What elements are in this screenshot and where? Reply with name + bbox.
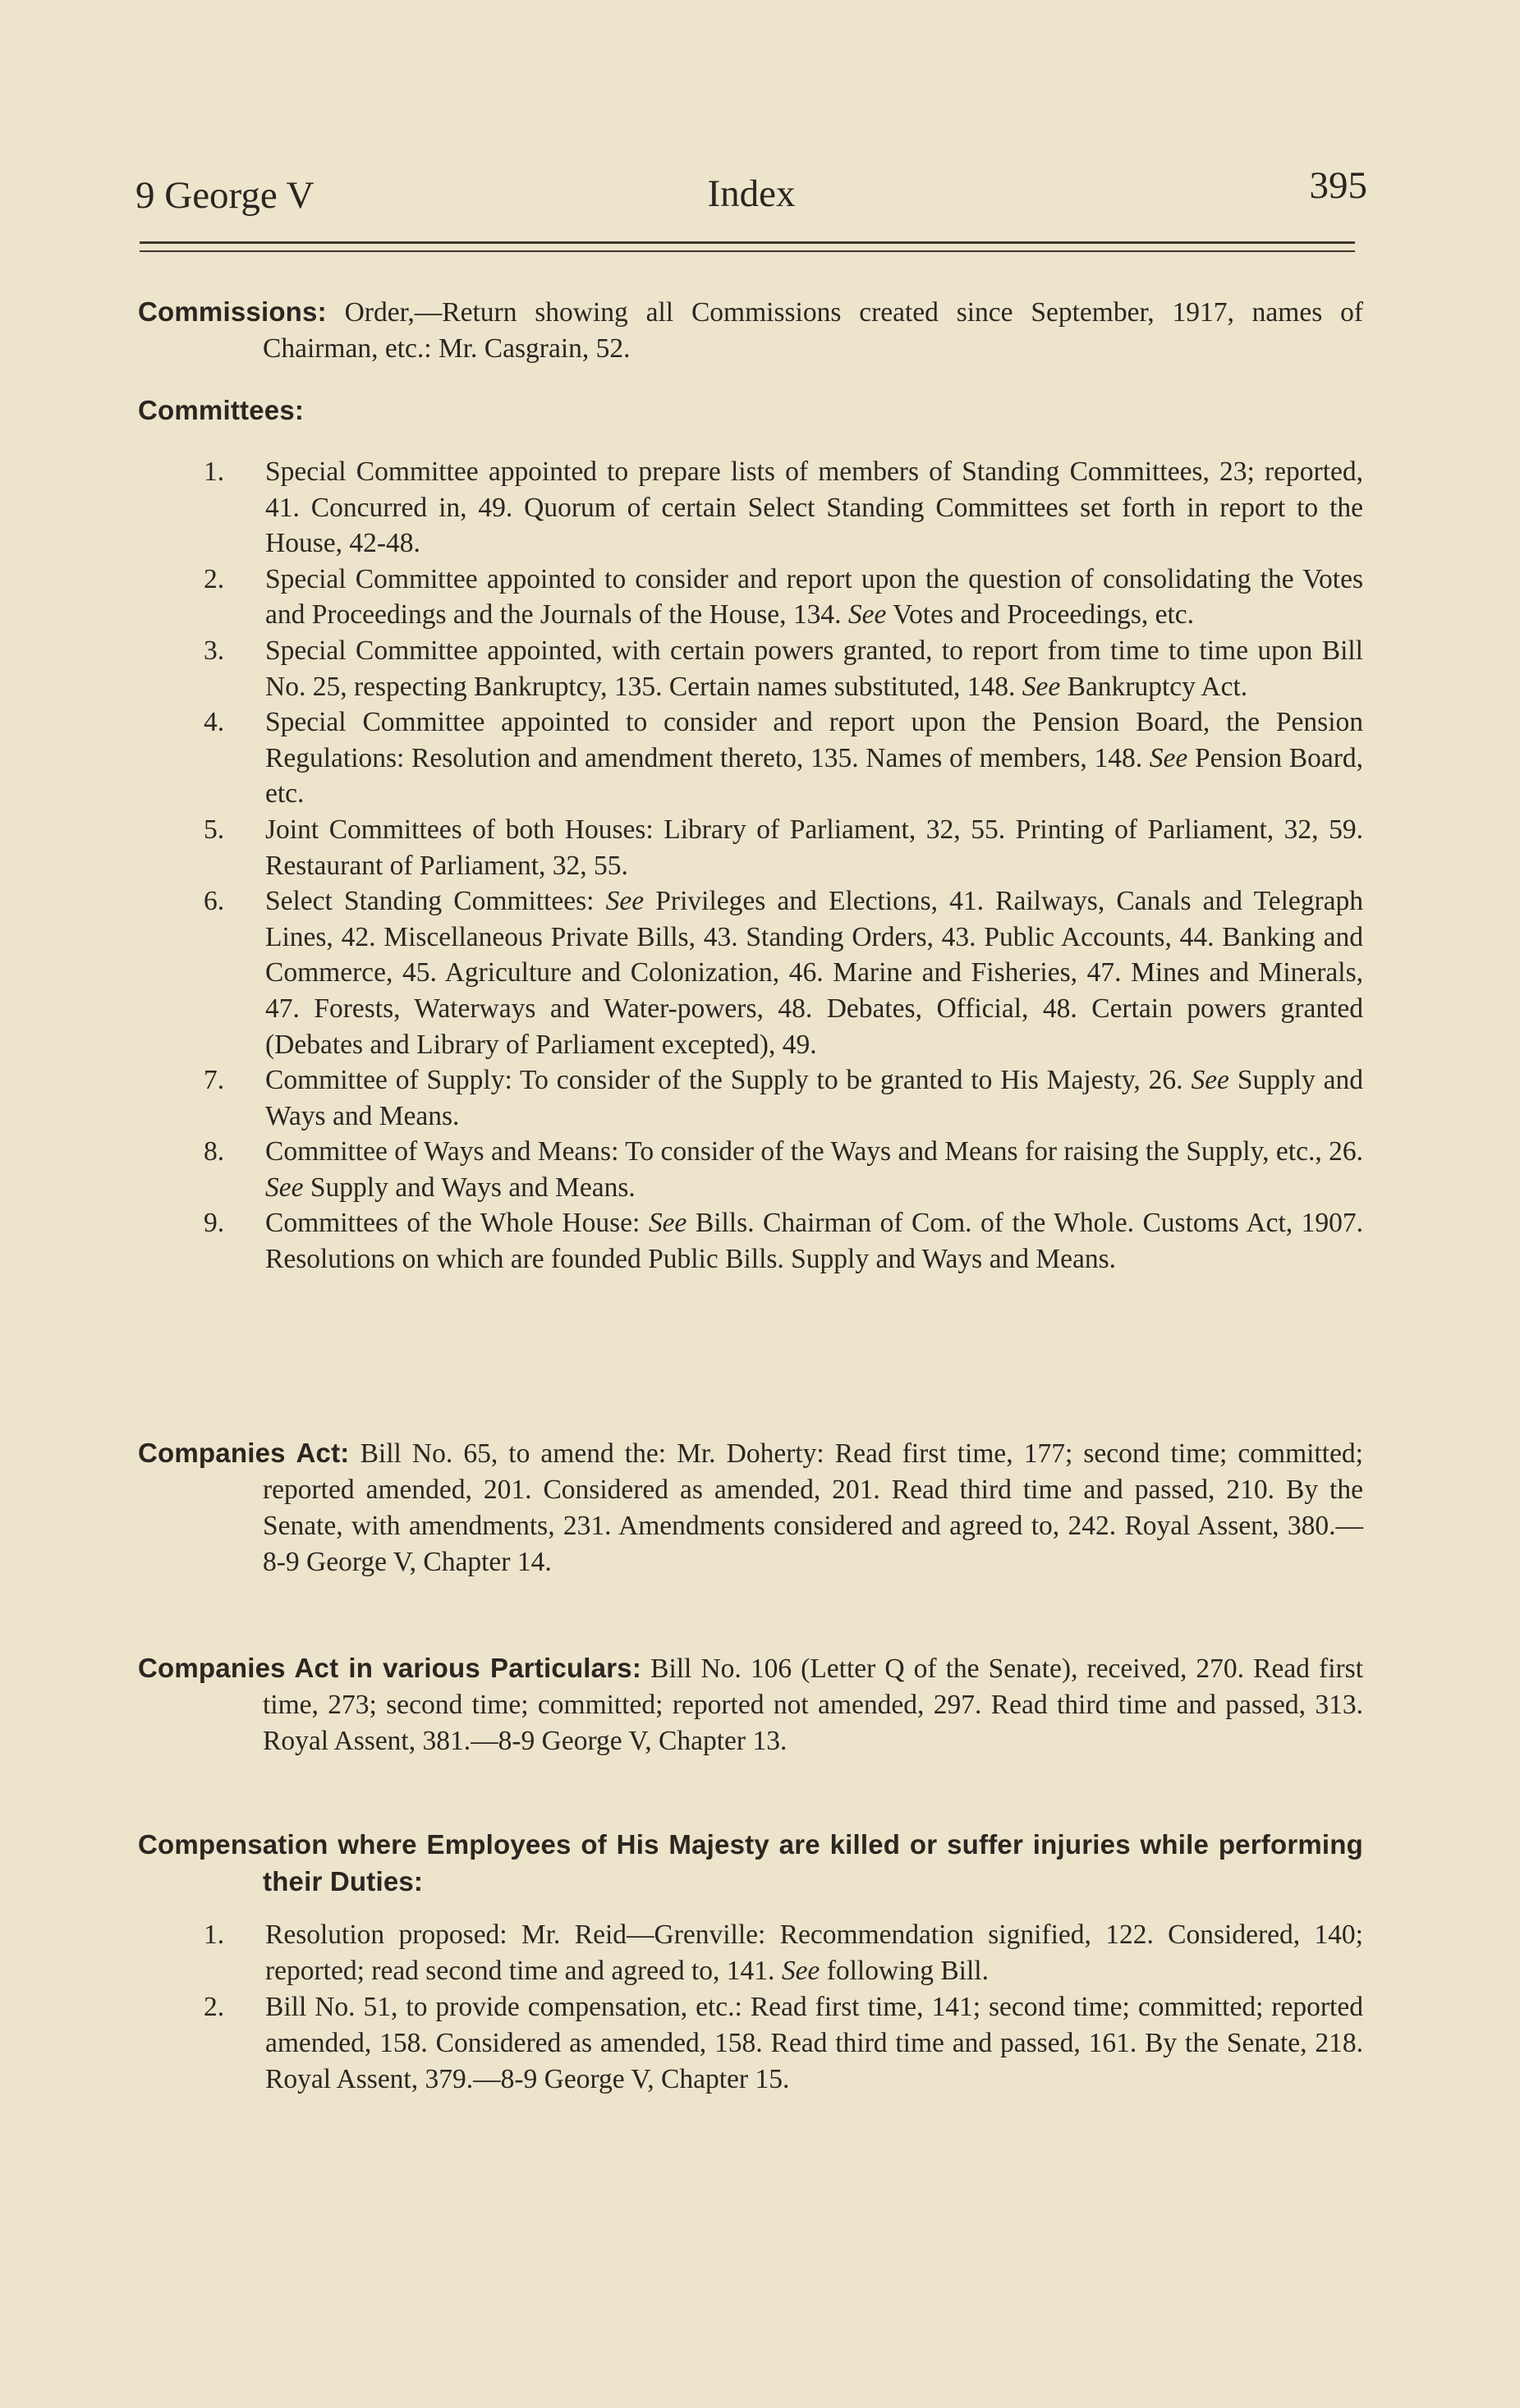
see-reference: See [847,599,887,631]
see-target: Pension Board, etc. [265,742,1363,810]
see-target: following Bill. [826,1956,989,1986]
compensation-items [138,1917,1363,2098]
item-text: Special Committee appointed to consider and report upon the question of consolidating the Votes and Proceedings and the Journals of the House, 134. [265,563,1363,631]
item-text: Committee of Supply: To consider of the Supply to be granted to His Majesty, 26. [265,1065,1183,1096]
item-number: 4. [204,707,225,738]
item-text: Joint Committees of both Houses: Library of Parliament, 32, 55. Printing of Parliament, 32, 59. Restaurant of Parliament, 32, 55. [265,814,1363,881]
list-item [138,1062,1363,1134]
item-number: 6. [204,886,225,917]
list-item [138,454,1363,562]
item-text: Committee of Ways and Means: To consider of the Ways and Means for raising the Supply, etc., 26. [265,1136,1363,1167]
list-item [138,812,1363,883]
committee-items [138,454,1363,1277]
item-number: 1. [204,1920,225,1950]
item-text: Special Committee appointed to consider and report upon the Pension Board, the Pension Regulations: Resolution and amendment thereto, 135. Names of members, 148. [265,707,1363,773]
see-target: Bills. Chairman of Com. of the Whole. Customs Act, 1907. Resolutions on which are founded Public Bills. Supply and Ways and Means. [265,1208,1363,1275]
list-item [138,633,1363,704]
entry-body: Order,—Return showing all Commissions created since September, 1917, names of Chairman, etc.: Mr. Casgrain, 52. [263,297,1363,364]
see-target: Privileges and Elections, 41. Railways, Canals and Telegraph Lines, 42. Miscellaneous Private Bills, 43. Standing Orders, 43. Public Accounts, 44. Banking and Commerce, 45. Agriculture and Colonization, 46. Marine and Fisheries, 47. Mines and Minerals, 47. Forests, Waterways and Water-powers, 48. Debates, Official, 48. Certain powers granted (Debates and Library of Parliament excepted), 49. [265,886,1364,1060]
entry-body: Bill No. 106 (Letter Q of the Senate), received, 270. Read first time, 273; second time; committed; reported not amended, 297. Read third time and passed, 313. Royal Assent, 381.—8-9 George V, Chapter 13. [263,1653,1363,1756]
see-reference: See [1149,742,1188,773]
index-entry-commissions [138,294,1363,367]
see-reference: See [1191,1065,1229,1096]
see-target: Bankruptcy Act. [1067,671,1248,702]
item-text: Special Committee appointed, with certain powers granted, to report from time to time upon Bill No. 25, respecting Bankruptcy, 135. Certain names substituted, 148. [265,635,1363,702]
see-target: Votes and Proceedings, etc. [893,599,1195,631]
page-number: 395 [1309,164,1367,207]
index-entry-companies-act-particulars [138,1650,1363,1759]
see-reference: See [605,886,645,917]
item-number: 7. [204,1065,225,1096]
entry-body: Bill No. 65, to amend the: Mr. Doherty: Read first time, 177; second time; committed; reported amended, 201. Considered as amended, 201. Read third time and passed, 210. By the Senate, with amendments, 231. Amendments considered and agreed to, 242. Royal Assent, 380.—8-9 George V, Chapter 14. [263,1438,1363,1577]
item-number: 3. [204,635,225,666]
list-item [138,1917,1363,1989]
see-reference: See [265,1172,304,1203]
header-regnal-year: 9 George V [135,174,315,217]
index-entry-compensation [138,1827,1363,2098]
list-item [138,883,1363,1062]
entry-heading: Compensation where Employees of His Majesty are killed or suffer injuries while performing their Duties: [138,1829,1363,1897]
item-number: 9. [204,1208,225,1239]
item-number: 5. [204,814,225,845]
list-item [138,1205,1363,1277]
entry-heading: Committees: [138,395,305,425]
item-text: Special Committee appointed to prepare lists of members of Standing Committees, 23; reported, 41. Concurred in, 49. Quorum of certain Select Standing Committees set forth in report to the House, 42-48. [265,456,1363,559]
list-item [138,562,1363,633]
item-number: 2. [204,563,225,594]
see-target: Supply and Ways and Means. [265,1065,1364,1131]
index-entry-committees [138,392,1363,1277]
list-item [138,704,1363,812]
entry-heading: Companies Act in various Particulars: [138,1653,642,1683]
item-number: 8. [204,1136,225,1167]
header-section-title: Index [707,172,796,215]
list-item [138,1989,1363,2098]
item-number: 2. [204,1992,225,2022]
header-rule-bottom [140,250,1355,252]
running-header [135,161,1367,217]
entry-heading: Companies Act: [138,1438,350,1468]
item-text: Select Standing Committees: [265,886,595,917]
see-reference: See [1022,671,1061,702]
item-text: Bill No. 51, to provide compensation, etc.: Read first time, 141; second time; committed; reported amended, 158. Considered as amended, 158. Read third time and passed, 161. By the Senate, 218. Royal Assent, 379.—8-9 George V, Chapter 15. [265,1992,1363,2094]
see-reference: See [781,1956,820,1986]
header-rule-top [140,241,1355,244]
index-entry-companies-act [138,1435,1363,1580]
entry-heading: Commissions: [138,296,327,327]
list-item [138,1134,1363,1205]
see-target: Supply and Ways and Means. [310,1172,636,1203]
see-reference: See [648,1208,687,1239]
item-number: 1. [204,456,225,487]
item-text: Committees of the Whole House: [265,1208,641,1239]
item-text: Resolution proposed: Mr. Reid—Grenville: Recommendation signified, 122. Considered, 140; reported; read second time and agreed to, 141. [265,1920,1363,1986]
